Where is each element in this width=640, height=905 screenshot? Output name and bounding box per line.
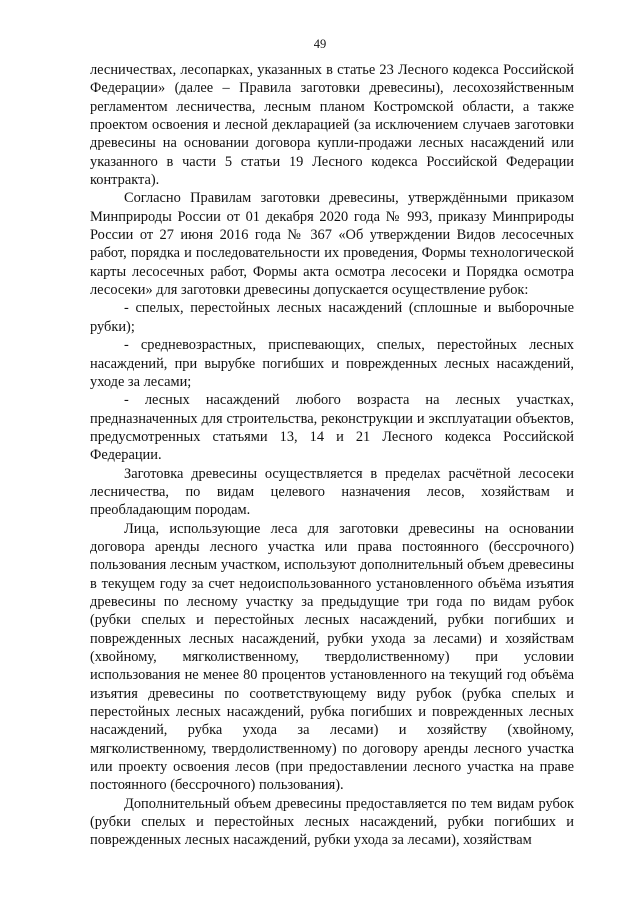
- list-item-mature-stands: - спелых, перестойных лесных насаждений (сплошные и выборочные рубки);: [90, 300, 574, 335]
- paragraph-additional-volume-conditions: Лица, использующие леса для заготовки древесины на основании договора аренды лесного участка или права постоянного (бессрочного) пользования лесным участком, используют дополнительный объем древесины в текущем году за счет недоиспользованного установленного объёма изъятия древесины по лесному участку за предыдущие три года по видам рубок (рубки спелых и перестойных лесных насаждений, рубки погибших и поврежденных лесных насаждений, рубки ухода за лесами) и хозяйствам (хвойному, мягколиственному, твердолиственному) при условии использования не менее 80 процентов установленного на текущий год объёма изъятия древесины по соответствующему виду рубок (рубка спелых и перестойных лесных насаждений, рубка погибших и поврежденных лесных насаждений, рубка ухода за лесами) и хозяйству (хвойному, мягколиственному, твердолиственному) по договору аренды лесного участка или проекту освоения лесов (при предоставлении лесного участка на праве постоянного (бессрочного) пользования).: [90, 520, 574, 794]
- paragraph-felling-rules: Согласно Правилам заготовки древесины, утверждёнными приказом Минприроды России от 01 декабря 2020 года № 993, приказу Минприроды России от 27 июня 2016 года № 367 «Об утверждении Видов лесосечных работ, порядка и последовательности их проведения, Формы технологической карты лесосечных работ, Формы акта осмотра лесосеки и Порядка осмотра лесосеки» для заготовки древесины допускается осуществление рубок:: [90, 190, 574, 299]
- list-item-middle-aged-stands: - средневозрастных, приспевающих, спелых, перестойных лесных насаждений, при вырубке погибших и поврежденных лесных насаждений, уходе за лесами;: [90, 337, 574, 390]
- paragraph-allowable-cut: Заготовка древесины осуществляется в пределах расчётной лесосеки лесничества, по видам целевого назначения лесов, хозяйствам и преобладающим породам.: [90, 465, 574, 519]
- list-item-any-age-stands: - лесных насаждений любого возраста на лесных участках, предназначенных для строительства, реконструкции и эксплуатации объектов, предусмотренных статьями 13, 14 и 21 Лесного кодекса Российской Федерации.: [90, 392, 574, 464]
- paragraph-additional-volume-provision: Дополнительный объем древесины предоставляется по тем видам рубок (рубки спелых и перестойных лесных насаждений, рубки погибших и поврежденных лесных насаждений, рубки ухода за лесами), хозяйствам: [90, 795, 574, 849]
- paragraph-continuation: лесничествах, лесопарках, указанных в статье 23 Лесного кодекса Российской Федерации» (далее – Правила заготовки древесины), лесохозяйственным регламентом лесничества, лесным планом Костромской области, а также проектом освоения и лесной декларацией (за исключением случаев заготовки древесины на основании договора купли-продажи лесных насаждений или указанного в части 5 статьи 19 Лесного кодекса Российской Федерации контракта).: [90, 62, 574, 189]
- body-text: [90, 61, 574, 850]
- page-number: 49: [313, 37, 327, 51]
